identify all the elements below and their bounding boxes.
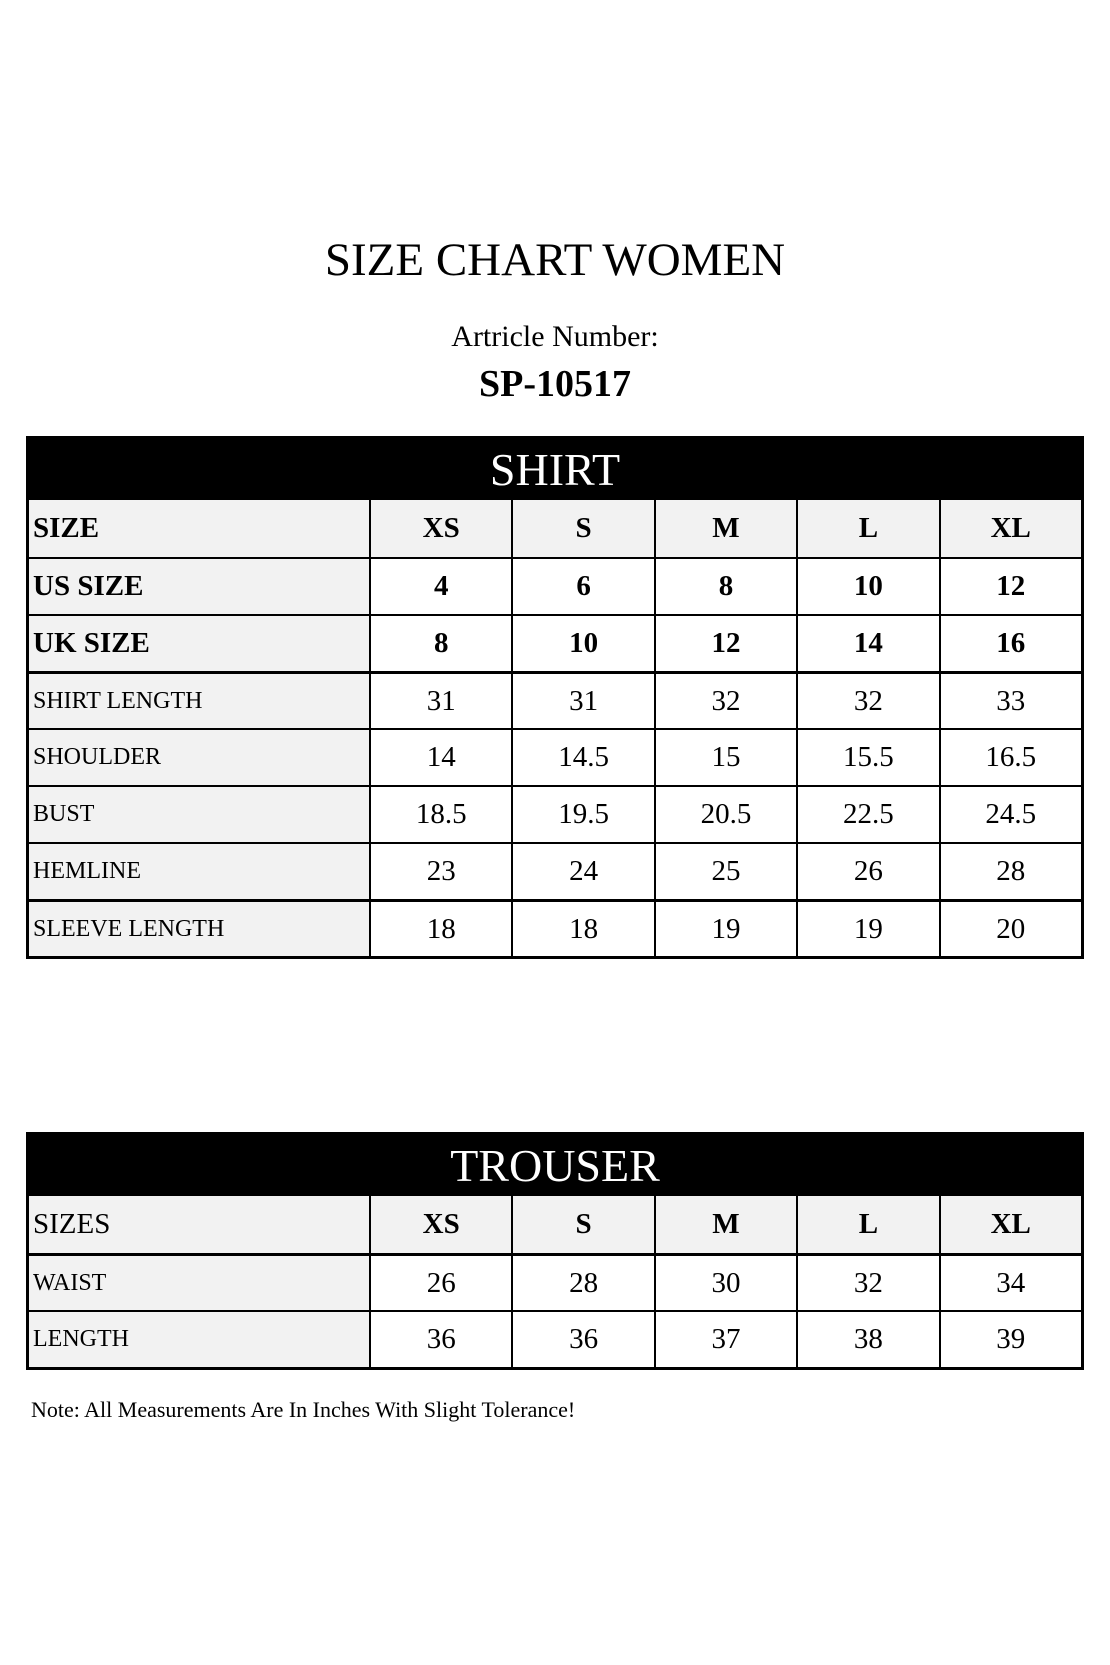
table-cell: 38 [796, 1312, 938, 1367]
row-label: LENGTH [29, 1312, 369, 1367]
shirt-header-cell: L [796, 500, 938, 557]
row-label: UK SIZE [29, 616, 369, 671]
trouser-header-cell: XS [369, 1196, 511, 1253]
shirt-uk-size-row [29, 614, 1081, 671]
table-cell: 4 [369, 559, 511, 614]
table-cell: 10 [796, 559, 938, 614]
shirt-header-cell: S [511, 500, 653, 557]
trouser-header-cell: S [511, 1196, 653, 1253]
shoulder-row [29, 728, 1081, 785]
table-cell: 36 [511, 1312, 653, 1367]
table-cell: 39 [939, 1312, 1081, 1367]
table-cell: 25 [654, 844, 796, 899]
table-cell: 12 [939, 559, 1081, 614]
table-cell: 18 [369, 902, 511, 956]
table-cell: 14 [369, 730, 511, 785]
row-label: WAIST [29, 1256, 369, 1310]
row-label: SHIRT LENGTH [29, 674, 369, 728]
table-cell: 24 [511, 844, 653, 899]
table-cell: 19 [796, 902, 938, 956]
trouser-header-row [29, 1196, 1081, 1253]
bust-row [29, 785, 1081, 842]
trouser-header-label: SIZES [29, 1196, 369, 1253]
shirt-header-label: SIZE [29, 500, 369, 557]
table-cell: 24.5 [939, 787, 1081, 842]
table-cell: 12 [654, 616, 796, 671]
shirt-us-size-row [29, 557, 1081, 614]
table-cell: 15.5 [796, 730, 938, 785]
table-cell: 31 [511, 674, 653, 728]
row-label: BUST [29, 787, 369, 842]
table-cell: 37 [654, 1312, 796, 1367]
table-cell: 28 [939, 844, 1081, 899]
row-label: HEMLINE [29, 844, 369, 899]
table-cell: 8 [369, 616, 511, 671]
table-cell: 20.5 [654, 787, 796, 842]
article-number: SP-10517 [479, 363, 631, 405]
table-cell: 10 [511, 616, 653, 671]
shirt-size-table [26, 436, 1084, 959]
table-cell: 22.5 [796, 787, 938, 842]
table-cell: 34 [939, 1256, 1081, 1310]
row-label: SLEEVE LENGTH [29, 902, 369, 956]
shirt-header-cell: XL [939, 500, 1081, 557]
trouser-table-title: TROUSER [29, 1135, 1081, 1196]
row-label: US SIZE [29, 559, 369, 614]
trouser-header-cell: M [654, 1196, 796, 1253]
waist-row [29, 1253, 1081, 1310]
table-cell: 18.5 [369, 787, 511, 842]
table-cell: 15 [654, 730, 796, 785]
table-cell: 26 [796, 844, 938, 899]
table-cell: 8 [654, 559, 796, 614]
table-cell: 16 [939, 616, 1081, 671]
article-number-label: Artricle Number: [451, 320, 659, 353]
table-cell: 19.5 [511, 787, 653, 842]
table-cell: 32 [796, 1256, 938, 1310]
trouser-header-cell: L [796, 1196, 938, 1253]
row-label: SHOULDER [29, 730, 369, 785]
table-cell: 31 [369, 674, 511, 728]
shirt-length-row [29, 671, 1081, 728]
table-cell: 23 [369, 844, 511, 899]
table-cell: 16.5 [939, 730, 1081, 785]
shirt-header-cell: M [654, 500, 796, 557]
table-cell: 32 [654, 674, 796, 728]
shirt-header-cell: XS [369, 500, 511, 557]
table-cell: 30 [654, 1256, 796, 1310]
table-cell: 20 [939, 902, 1081, 956]
table-cell: 19 [654, 902, 796, 956]
trouser-length-row [29, 1310, 1081, 1367]
shirt-table-title: SHIRT [29, 439, 1081, 500]
measurement-note: Note: All Measurements Are In Inches With Slight Tolerance! [31, 1397, 576, 1422]
trouser-header-cell: XL [939, 1196, 1081, 1253]
table-cell: 33 [939, 674, 1081, 728]
table-cell: 14.5 [511, 730, 653, 785]
table-cell: 6 [511, 559, 653, 614]
hemline-row [29, 842, 1081, 899]
shirt-header-row [29, 500, 1081, 557]
table-cell: 26 [369, 1256, 511, 1310]
table-cell: 18 [511, 902, 653, 956]
table-cell: 36 [369, 1312, 511, 1367]
trouser-size-table [26, 1132, 1084, 1370]
table-cell: 28 [511, 1256, 653, 1310]
page-title: SIZE CHART WOMEN [324, 234, 786, 286]
table-cell: 14 [796, 616, 938, 671]
sleeve-length-row [29, 899, 1081, 956]
table-cell: 32 [796, 674, 938, 728]
